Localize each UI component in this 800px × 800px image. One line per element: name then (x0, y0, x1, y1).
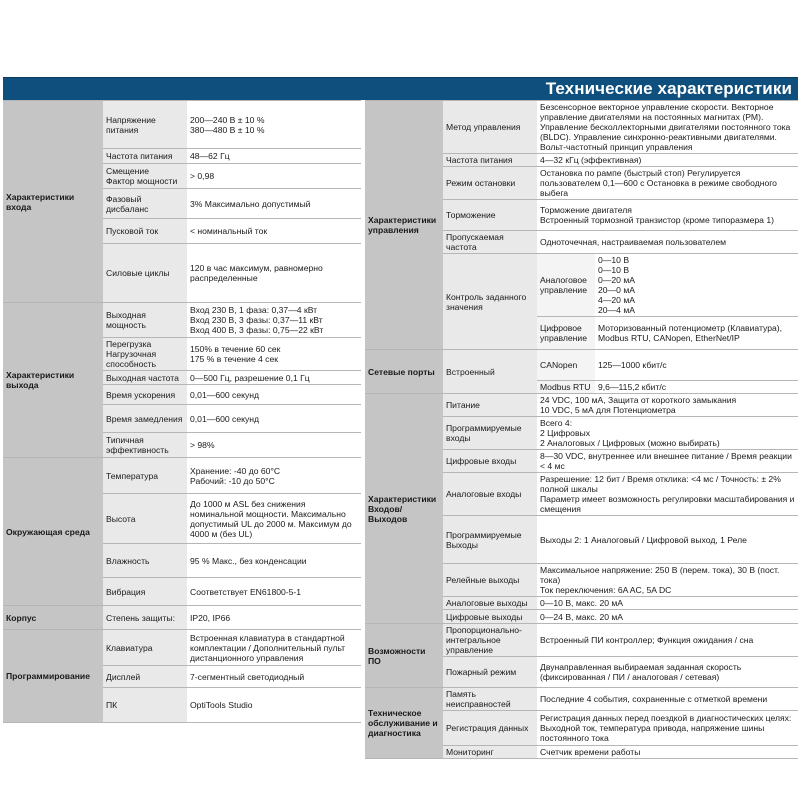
port-speed: 125—1000 кбит/с (595, 350, 798, 381)
param-label: Частота питания (103, 149, 187, 164)
param-label: Цифровые входы (443, 450, 537, 473)
param-label: Дисплей (103, 666, 187, 688)
param-value: > 0,98 (187, 164, 361, 189)
param-label: Пожарный режим (443, 657, 537, 688)
port-name: Modbus RTU (537, 381, 595, 394)
param-value: Моторизованный потенциометр (Клавиатура), Modbus RTU, CANopen, EtherNet/IP (595, 317, 798, 350)
param-value: 120 в час максимум, равномерно распределенные (187, 244, 361, 303)
param-label: Время ускорения (103, 385, 187, 405)
sub-param-label: Аналоговое управление (537, 254, 595, 317)
param-value: 200—240 В ± 10 % 380—480 В ± 10 % (187, 101, 361, 149)
param-value: 0—24 В, макс. 20 мА (537, 610, 798, 624)
param-value: 24 VDC, 100 мА, Защита от короткого замыкания 10 VDC, 5 мА для Потенциометра (537, 394, 798, 417)
param-value: Выходы 2: 1 Аналоговый / Цифровой выход, 1 Реле (537, 516, 798, 564)
spec-header-bar (3, 77, 798, 100)
param-label: Цифровые выходы (443, 610, 537, 624)
category-environment: Окружающая среда (3, 458, 103, 606)
category-io: Характеристики Входов/ Выходов (365, 394, 443, 624)
param-label: Аналоговые входы (443, 473, 537, 516)
param-label: Напряжение питания (103, 101, 187, 149)
param-label: Фазовый дисбаланс (103, 189, 187, 219)
param-value: IP20, IP66 (187, 606, 361, 630)
param-value: 8—30 VDC, внутреннее или внешнее питание / Время реакции < 4 мс (537, 450, 798, 473)
param-value: Торможение двигателя Встроенный тормозной транзистор (кроме типоразмера 1) (537, 200, 798, 231)
port-speed: 9,6—115,2 кбит/с (595, 381, 798, 394)
page-title: Технические характеристики (545, 79, 792, 98)
param-value: Вход 230 В, 1 фаза: 0,37—4 кВт Вход 230 В, 3 фазы: 0,37—11 кВт Вход 400 В, 3 фазы: 0,75—22 кВт (187, 303, 361, 338)
param-label: Типичная эффективность (103, 433, 187, 458)
category-output: Характеристики выхода (3, 303, 103, 458)
right-spec-table (365, 100, 798, 757)
param-label: ПК (103, 688, 187, 723)
category-input: Характеристики входа (3, 101, 103, 303)
param-value: 7-сегментный светодиодный (187, 666, 361, 688)
param-label: Перегрузка Нагрузочная способность (103, 338, 187, 371)
param-label: Клавиатура (103, 630, 187, 666)
param-value: 0—500 Гц, разрешение 0,1 Гц (187, 371, 361, 385)
param-label: Аналоговые выходы (443, 597, 537, 610)
param-value: Счетчик времени работы (537, 746, 798, 759)
param-label: Высота (103, 494, 187, 544)
param-value: 0,01—600 секунд (187, 385, 361, 405)
param-label: Вибрация (103, 578, 187, 606)
param-label: Выходная частота (103, 371, 187, 385)
param-value: Регистрация данных перед поездкой в диагностических целях: Выходной ток, температура привода, напряжение шины постоянного тока (537, 711, 798, 746)
param-value: Хранение: -40 до 60°C Рабочий: -10 до 50°C (187, 458, 361, 494)
param-value: Максимальное напряжение: 250 В (перем. тока), 30 В (пост. тока) Ток переключения: 6A AC, 5A DC (537, 564, 798, 597)
analog-value: 20—4 мА (598, 305, 635, 315)
param-label: Мониторинг (443, 746, 537, 759)
analog-value: 0—20 мА (598, 275, 635, 285)
param-value: OptiTools Studio (187, 688, 361, 723)
param-label: Программируемые Выходы (443, 516, 537, 564)
category-network: Сетевые порты (365, 350, 443, 394)
analog-value: 0—10 В (598, 265, 630, 275)
param-label: Питание (443, 394, 537, 417)
category-enclosure: Корпус (3, 606, 103, 630)
param-label: Время замедления (103, 405, 187, 433)
param-label: Релейные выходы (443, 564, 537, 597)
param-label: Память неисправностей (443, 688, 537, 711)
param-value: 4—32 кГц (эффективная) (537, 154, 798, 167)
sub-param-label: Цифровое управление (537, 317, 595, 350)
param-value: 48—62 Гц (187, 149, 361, 164)
param-label: Выходная мощность (103, 303, 187, 338)
param-value: Двунаправленная выбираемая заданная скорость (фиксированная / ПИ / аналоговая / сетевая) (537, 657, 798, 688)
param-value: Одноточечная, настраиваемая пользователем (537, 231, 798, 254)
param-value: Соответствует EN61800-5-1 (187, 578, 361, 606)
param-value: Остановка по рампе (быстрый стоп) Регулируется пользователем 0,1—600 с Остановка в режиме свободного выбега (537, 167, 798, 200)
param-value: Встроенная клавиатура в стандартной комплектации / Дополнительный пульт дистанционного управления (187, 630, 361, 666)
param-value: Разрешение: 12 бит / Время отклика: <4 мс / Точность: ± 2% полной шкалы Параметр имеет возможность регулировки масштабирования и смещения (537, 473, 798, 516)
param-label: Встроенный (443, 350, 537, 394)
param-label: Пусковой ток (103, 219, 187, 244)
param-value: 95 % Макс., без конденсации (187, 544, 361, 578)
param-label: Степень защиты: (103, 606, 187, 630)
category-maintenance: Техническое обслуживание и диагностика (365, 688, 443, 759)
param-label: Смещение Фактор мощности (103, 164, 187, 189)
param-label: Программируемые входы (443, 417, 537, 450)
param-value: 3% Максимально допустимый (187, 189, 361, 219)
param-value: Безсенсорное векторное управление скорости. Векторное управление двигателями на постоянных магнитах (PM). Управление бесколлекторными двигателями постоянного тока (BLDC). Управление синхронно-реактивными двигателями. Вольт-частотный принцип управления (537, 101, 798, 154)
param-value: Всего 4: 2 Цифровых 2 Аналоговых / Цифровых (можно выбирать) (537, 417, 798, 450)
param-value: 150% в течение 60 сек 175 % в течение 4 сек (187, 338, 361, 371)
param-value: До 1000 м ASL без снижения номинальной мощности. Максимально допустимый UL до 2000 м. Максимум до 4000 м (без UL) (187, 494, 361, 544)
param-label: Торможение (443, 200, 537, 231)
param-value: 0—10 В, макс. 20 мА (537, 597, 798, 610)
param-label: Пропускаемая частота (443, 231, 537, 254)
category-control: Характеристики управления (365, 101, 443, 350)
param-value: 0,01—600 секунд (187, 405, 361, 433)
param-label: Силовые циклы (103, 244, 187, 303)
left-spec-table (3, 100, 361, 721)
category-features: Возможности ПО (365, 624, 443, 688)
analog-value: 4—20 мА (598, 295, 635, 305)
param-value: Встроенный ПИ контроллер; Функция ожидания / сна (537, 624, 798, 657)
port-name: CANopen (537, 350, 595, 381)
param-value: < номинальный ток (187, 219, 361, 244)
category-programming: Программирование (3, 630, 103, 723)
param-value: > 98% (187, 433, 361, 458)
param-label: Метод управления (443, 101, 537, 154)
param-label: Пропорционально-интегральное управление (443, 624, 537, 657)
param-label: Контроль заданного значения (443, 254, 537, 350)
param-label: Частота питания (443, 154, 537, 167)
analog-values (595, 254, 798, 317)
param-label: Влажность (103, 544, 187, 578)
param-label: Режим остановки (443, 167, 537, 200)
param-label: Регистрация данных (443, 711, 537, 746)
analog-value: 0—10 В (598, 255, 630, 265)
param-value: Последние 4 события, сохраненные с отметкой времени (537, 688, 798, 711)
analog-value: 20—0 мА (598, 285, 635, 295)
param-label: Температура (103, 458, 187, 494)
